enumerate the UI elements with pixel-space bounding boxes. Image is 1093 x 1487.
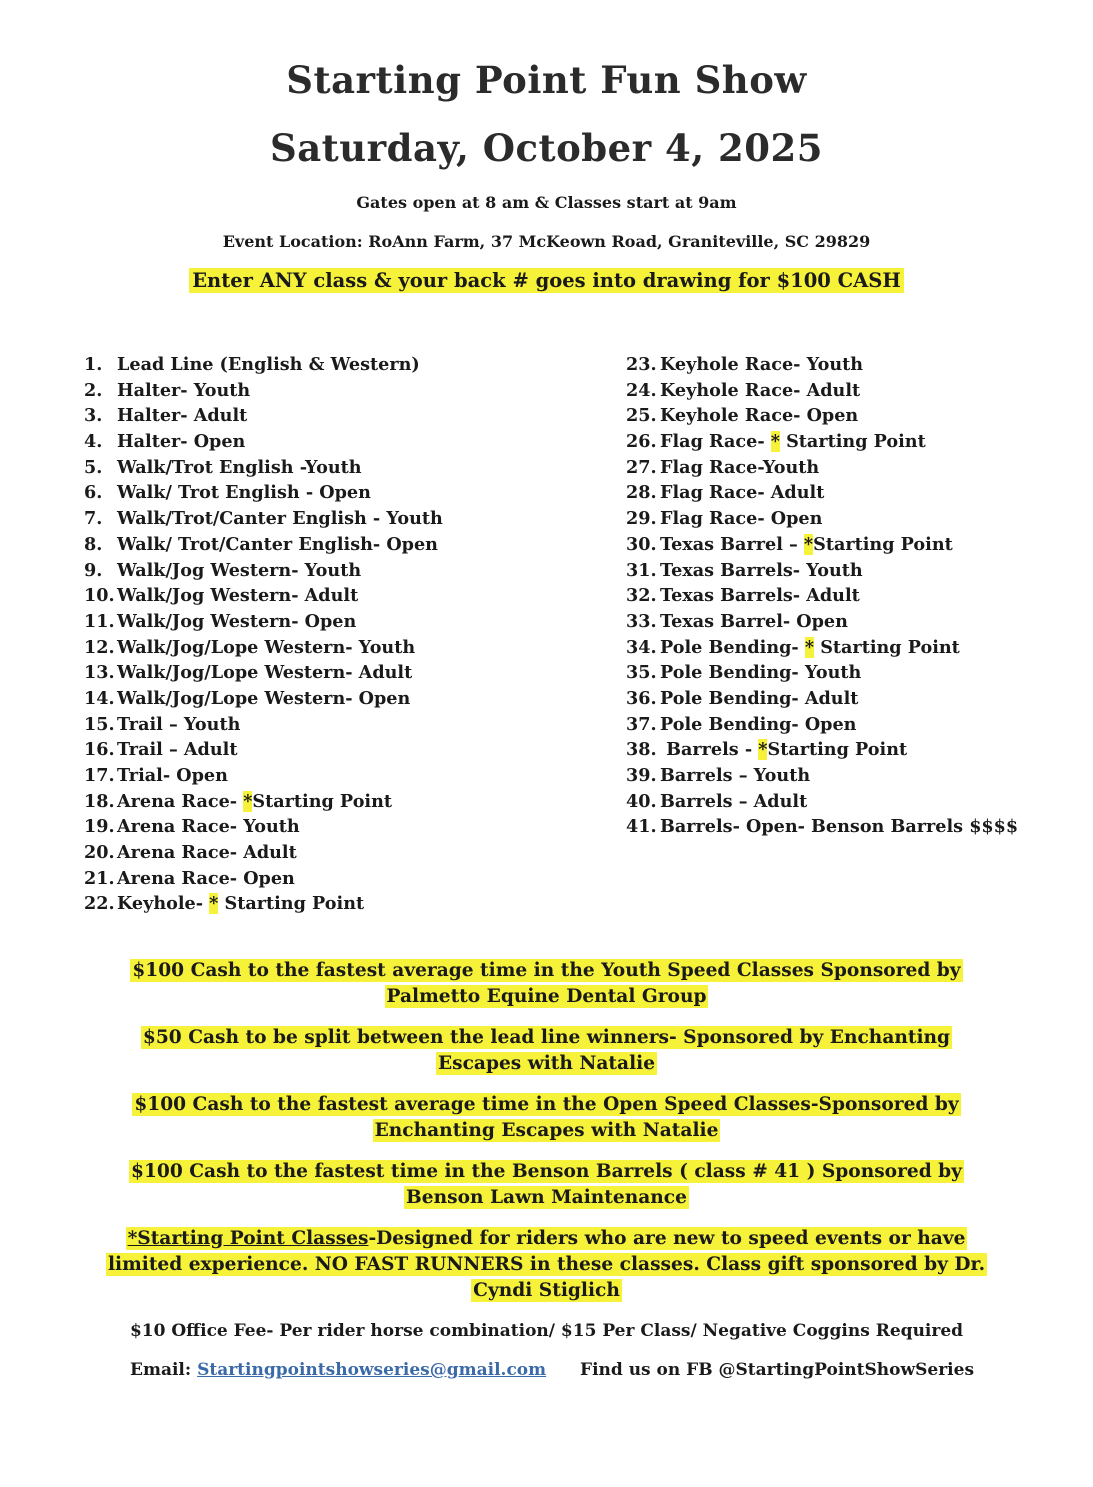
class-item [626, 660, 1018, 686]
class-item [84, 712, 443, 738]
prize-benson-barrels [100, 1159, 993, 1211]
class-name-suffix: Starting Point [813, 533, 953, 555]
starting-point-asterisk: * [770, 431, 780, 453]
class-item [84, 660, 443, 686]
prize-lead-line [100, 1025, 993, 1077]
class-name: Keyhole- [117, 893, 210, 915]
class-number: 28. [626, 482, 657, 504]
class-item [626, 429, 1018, 455]
class-number: 12. [84, 636, 115, 658]
class-name: Barrels- Open- Benson Barrels $$$$ [660, 816, 1019, 838]
class-item [84, 558, 443, 584]
class-number: 19. [84, 816, 115, 838]
class-number: 30. [626, 533, 657, 555]
class-item [626, 532, 1018, 558]
class-number: 24. [626, 379, 657, 401]
class-number: 13. [84, 662, 115, 684]
class-name: Walk/Jog/Lope Western- Adult [117, 662, 413, 684]
class-name: Barrels - [660, 739, 759, 761]
class-number: 21. [84, 867, 115, 889]
show-title: Starting Point Fun Show [286, 58, 807, 102]
prize-open-speed-text: $100 Cash to the fastest average time in the Open Speed Classes-Sponsored by Enchanting Escapes with Natalie [134, 1094, 959, 1141]
starting-point-note-body [106, 1227, 987, 1302]
class-name: Texas Barrel- Open [660, 610, 848, 632]
class-number: 3. [84, 405, 103, 427]
class-name: Walk/ Trot English - Open [117, 482, 371, 504]
class-number: 35. [626, 662, 657, 684]
show-date: Saturday, October 4, 2025 [269, 126, 824, 170]
class-item [84, 840, 443, 866]
class-name: Arena Race- Youth [117, 816, 300, 838]
class-name: Keyhole Race- Open [660, 405, 859, 427]
class-number: 5. [84, 456, 103, 478]
class-number: 15. [84, 713, 115, 735]
class-item [626, 686, 1018, 712]
class-number: 38. [626, 739, 657, 761]
class-item [84, 506, 443, 532]
class-item [84, 403, 443, 429]
fee-info: $10 Office Fee- Per rider horse combination/ $15 Per Class/ Negative Coggins Required [129, 1321, 964, 1341]
class-name: Walk/Jog/Lope Western- Open [117, 687, 411, 709]
prize-open-speed [100, 1092, 993, 1144]
class-name: Flag Race- [660, 431, 771, 453]
class-name: Halter- Youth [117, 379, 251, 401]
class-item [84, 455, 443, 481]
class-name: Pole Bending- Youth [660, 662, 862, 684]
class-item [626, 455, 1018, 481]
class-name-suffix: Starting Point [252, 790, 393, 812]
class-number: 20. [84, 842, 115, 864]
class-number: 40. [626, 790, 657, 812]
class-number: 8. [84, 533, 103, 555]
class-name: Walk/Jog Western- Open [117, 610, 357, 632]
gates-info: Gates open at 8 am & Classes start at 9am [356, 193, 737, 212]
class-item [626, 403, 1018, 429]
class-name: Texas Barrel – [660, 533, 804, 555]
class-item [84, 429, 443, 455]
class-name: Lead Line (English & Western) [117, 354, 420, 375]
class-number: 17. [84, 765, 115, 786]
class-name-suffix: Starting Point [814, 636, 960, 658]
facebook-info: Find us on FB @StartingPointShowSeries [580, 1360, 975, 1380]
class-name: Walk/Trot/Canter English - Youth [117, 508, 443, 530]
class-number: 18. [84, 790, 115, 812]
class-item [84, 532, 443, 558]
starting-point-asterisk: * [758, 739, 768, 761]
class-item [626, 352, 1018, 378]
starting-point-asterisk: * [209, 893, 219, 915]
class-number: 36. [626, 687, 657, 709]
prize-youth-speed-text: $100 Cash to the fastest average time in the Youth Speed Classes Sponsored by Palmetto Equine Dental Group [132, 960, 961, 1007]
class-number: 29. [626, 508, 657, 530]
class-item [84, 583, 443, 609]
class-number: 26. [626, 431, 657, 453]
class-item [84, 609, 443, 635]
class-name: Flag Race- Adult [660, 482, 825, 504]
class-item [626, 506, 1018, 532]
class-item [84, 866, 443, 892]
class-name-suffix: Starting Point [779, 431, 926, 453]
class-name: Flag Race-Youth [660, 456, 820, 478]
class-name: Walk/Jog/Lope Western- Youth [117, 636, 416, 658]
class-number: 32. [626, 585, 657, 607]
class-number: 25. [626, 405, 657, 427]
class-list-right [626, 352, 1018, 840]
class-name: Keyhole Race- Adult [660, 379, 861, 401]
class-name: Texas Barrels- Youth [660, 559, 863, 581]
class-number: 34. [626, 636, 657, 658]
class-item [626, 609, 1018, 635]
starting-point-note [100, 1226, 993, 1304]
class-name: Halter- Open [117, 431, 246, 453]
class-name: Pole Bending- Adult [660, 687, 859, 709]
class-item [626, 635, 1018, 661]
class-number: 4. [84, 431, 103, 453]
class-item [84, 814, 443, 840]
class-name: Walk/Trot English -Youth [117, 456, 362, 478]
class-item [84, 635, 443, 661]
starting-point-heading: *Starting Point Classes [127, 1228, 369, 1249]
class-number: 16. [84, 739, 115, 761]
class-number: 10. [84, 585, 115, 607]
class-item [84, 763, 443, 789]
class-item [84, 789, 443, 815]
class-item [84, 352, 443, 378]
class-name: Barrels – Adult [660, 790, 808, 812]
class-number: 22. [84, 893, 115, 915]
prize-youth-speed [100, 958, 993, 1010]
class-name: Texas Barrels- Adult [660, 585, 860, 607]
prize-lead-line-text: $50 Cash to be split between the lead line winners- Sponsored by Enchanting Escapes with Natalie [142, 1027, 951, 1074]
class-number: 23. [626, 354, 657, 375]
starting-point-asterisk: * [243, 790, 253, 812]
drawing-announcement [0, 269, 1093, 292]
class-name: Flag Race- Open [660, 508, 823, 530]
event-location: Event Location: RoAnn Farm, 37 McKeown Road, Graniteville, SC 29829 [222, 232, 871, 251]
class-number: 2. [84, 379, 103, 401]
class-name-suffix: Starting Point [218, 893, 365, 915]
class-item [84, 480, 443, 506]
class-name-suffix: Starting Point [767, 739, 908, 761]
class-name: Walk/Jog Western- Adult [117, 585, 359, 607]
class-name: Walk/ Trot/Canter English- Open [117, 533, 438, 555]
class-item [626, 558, 1018, 584]
class-number: 33. [626, 610, 657, 632]
class-name: Trail – Youth [117, 713, 241, 735]
class-number: 9. [84, 559, 103, 581]
class-item [626, 789, 1018, 815]
class-number: 41. [626, 816, 657, 838]
email-block [130, 1360, 546, 1380]
starting-point-asterisk: * [804, 636, 815, 658]
class-item [84, 737, 443, 763]
class-number: 27. [626, 456, 657, 478]
class-name: Walk/Jog Western- Youth [117, 559, 362, 581]
class-name: Trail – Adult [117, 739, 238, 761]
drawing-text: Enter ANY class & your back # goes into drawing for $100 CASH [189, 268, 904, 293]
class-name: Arena Race- Adult [117, 842, 297, 864]
email-label: Email: [130, 1360, 198, 1380]
class-name: Arena Race- Open [117, 867, 295, 889]
class-name: Halter- Adult [117, 405, 248, 427]
class-item [626, 480, 1018, 506]
class-name: Arena Race- [117, 790, 244, 812]
class-number: 39. [626, 765, 657, 786]
class-item [626, 814, 1018, 840]
starting-point-text: -Designed for riders who are new to speed events or have limited experience. NO FAST RUNNERS in these classes. Class gift sponsored by Dr. Cyndi Stiglich [107, 1228, 986, 1301]
class-item [626, 763, 1018, 789]
class-number: 37. [626, 713, 657, 735]
email-link[interactable]: Startingpointshowseries@gmail.com [197, 1360, 547, 1380]
class-number: 1. [84, 354, 103, 375]
class-item [84, 891, 443, 917]
class-item [626, 737, 1018, 763]
class-name: Barrels – Youth [660, 765, 811, 786]
class-item [84, 686, 443, 712]
class-number: 7. [84, 508, 103, 530]
class-item [626, 378, 1018, 404]
class-name: Keyhole Race- Youth [660, 354, 864, 375]
class-item [626, 712, 1018, 738]
class-name: Pole Bending- Open [660, 713, 857, 735]
class-name: Pole Bending- [660, 636, 805, 658]
class-name: Trial- Open [117, 765, 228, 786]
class-item [84, 378, 443, 404]
class-item [626, 583, 1018, 609]
class-list-left [84, 352, 443, 917]
class-number: 14. [84, 687, 115, 709]
class-number: 6. [84, 482, 103, 504]
class-number: 31. [626, 559, 657, 581]
class-number: 11. [84, 610, 115, 632]
prize-benson-text: $100 Cash to the fastest time in the Benson Barrels ( class # 41 ) Sponsored by Benson Lawn Maintenance [131, 1161, 962, 1208]
starting-point-asterisk: * [803, 533, 814, 555]
